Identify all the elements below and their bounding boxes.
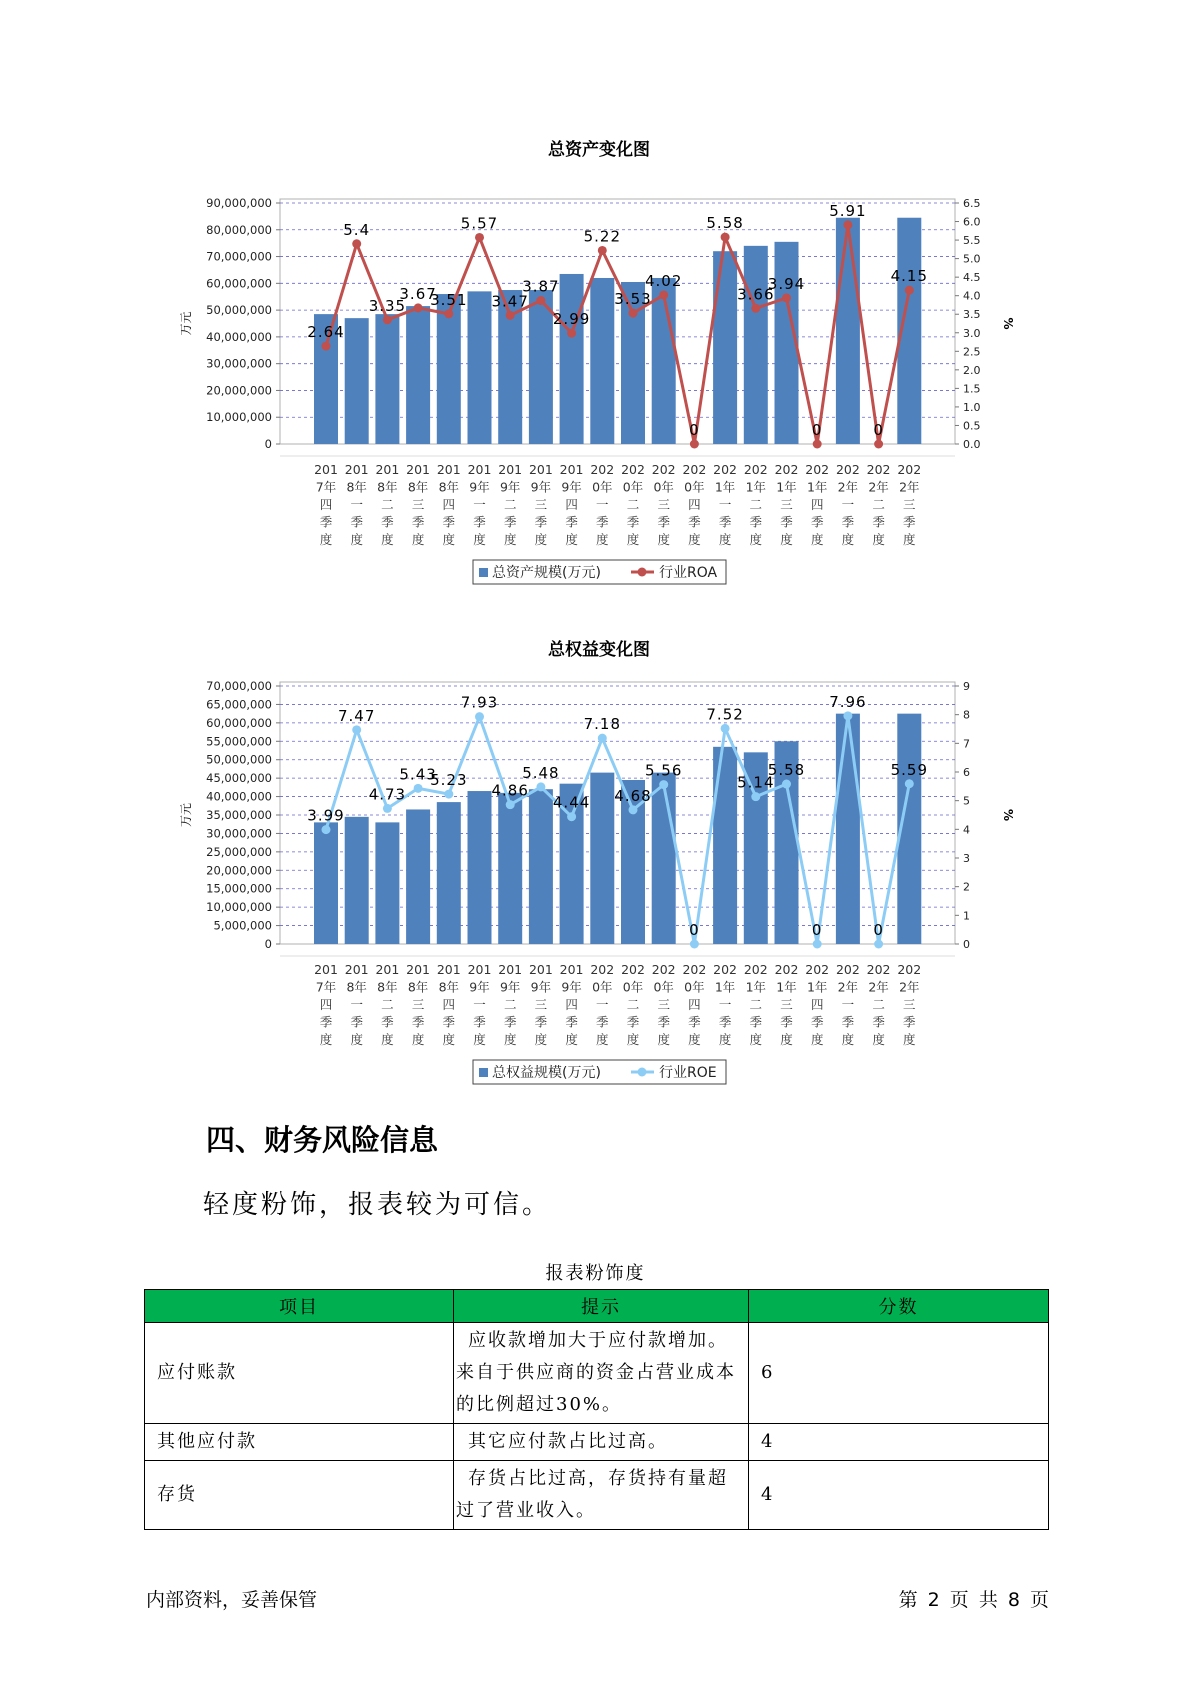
data-label: 0 <box>811 421 823 439</box>
bar <box>498 793 522 944</box>
data-label: 0 <box>873 421 884 439</box>
y-tick-label: 20,000,000 <box>206 383 272 398</box>
line-point <box>322 342 331 351</box>
x-tick-label: 201 8年二季度 <box>375 462 400 547</box>
data-label: 3.53 <box>614 290 652 309</box>
x-tick-label: 202 0年四季度 <box>682 462 707 547</box>
y-tick-label: 80,000,000 <box>206 222 272 237</box>
data-label: 5.91 <box>829 201 867 220</box>
legend-line-label: 行业ROA <box>659 565 718 581</box>
legend-line-dot <box>638 568 647 577</box>
data-label: 4.02 <box>644 271 683 290</box>
y-tick-label: 30,000,000 <box>206 826 272 841</box>
y-tick-label: 40,000,000 <box>206 789 272 804</box>
x-tick-label: 201 8年四季度 <box>436 462 461 547</box>
y2-tick-label: 8 <box>963 708 970 722</box>
y2-tick-label: 1.5 <box>963 382 981 396</box>
x-tick-label: 201 9年二季度 <box>498 962 523 1047</box>
data-label: 4.15 <box>890 267 929 286</box>
y2-tick-label: 6 <box>963 766 970 779</box>
row-score: 4 <box>749 1424 1049 1461</box>
data-label: 5.4 <box>343 220 371 239</box>
line-point <box>690 440 699 449</box>
x-tick-label: 202 1年四季度 <box>805 962 830 1047</box>
legend-line-dot <box>638 1068 647 1077</box>
y-tick-label: 70,000,000 <box>206 679 272 693</box>
data-label: 3.99 <box>307 806 345 825</box>
data-label: 7.52 <box>706 705 744 724</box>
bar <box>529 290 553 444</box>
total-equity-chart <box>0 630 1191 1100</box>
data-label: 5.14 <box>737 773 775 792</box>
row-hint: 存货占比过高，存货持有量超过了营业收入。 <box>454 1461 749 1530</box>
bar <box>713 747 737 944</box>
y2-tick-label: 6.0 <box>963 215 981 229</box>
y-tick-label: 40,000,000 <box>206 329 272 344</box>
x-tick-label: 202 1年一季度 <box>713 962 738 1047</box>
legend-bar-swatch <box>479 1068 488 1077</box>
data-label: 3.87 <box>522 277 560 296</box>
y2-tick-label: 5 <box>963 794 970 808</box>
section-heading: 四、财务风险信息 <box>206 1123 439 1157</box>
data-label: 0 <box>873 921 884 939</box>
y2-tick-label: 4.0 <box>963 289 981 303</box>
data-label: 3.94 <box>767 274 806 293</box>
x-tick-label: 201 8年四季度 <box>436 962 461 1047</box>
line-point <box>751 792 760 801</box>
bar <box>406 306 430 444</box>
line-point <box>567 329 576 338</box>
y2-tick-label: 2.5 <box>963 345 981 359</box>
y2-tick-label: 3.0 <box>963 326 981 340</box>
x-tick-label: 202 0年二季度 <box>621 462 645 547</box>
y2-tick-label: 3.5 <box>963 308 981 322</box>
x-tick-label: 202 0年一季度 <box>590 962 615 1047</box>
y-tick-label: 10,000,000 <box>206 410 272 425</box>
line-point <box>352 239 361 248</box>
line-point <box>444 790 453 799</box>
data-label: 7.47 <box>337 706 376 725</box>
x-tick-label: 202 2年三季度 <box>897 962 922 1047</box>
x-tick-label: 202 1年三季度 <box>774 462 799 547</box>
footer-confidential: 内部资料，妥善保管 <box>146 1589 318 1611</box>
line-point <box>843 711 852 720</box>
data-label: 0 <box>689 421 700 439</box>
line-point <box>475 712 484 721</box>
row-item: 其他应付款 <box>145 1424 454 1461</box>
y2-tick-label: 6.5 <box>963 197 981 210</box>
y2-tick-label: 0.0 <box>963 438 981 451</box>
line-point <box>567 812 576 821</box>
y-tick-label: 30,000,000 <box>206 356 272 371</box>
line-point <box>536 296 545 305</box>
data-label: 5.58 <box>767 761 806 780</box>
line-point <box>751 304 760 313</box>
y2-tick-label: 2.0 <box>963 363 981 377</box>
x-tick-label: 202 2年二季度 <box>866 962 891 1047</box>
y-tick-label: 0 <box>264 937 272 951</box>
line-point <box>475 233 484 242</box>
y2-tick-label: 5.5 <box>963 234 981 248</box>
bar <box>375 314 399 444</box>
x-tick-label: 202 0年四季度 <box>682 962 707 1047</box>
table-row <box>145 1424 1049 1461</box>
chart-title: 总资产变化图 <box>548 140 650 160</box>
data-label: 3.35 <box>368 296 407 315</box>
x-tick-label: 202 2年三季度 <box>897 462 922 547</box>
x-tick-label: 201 9年一季度 <box>467 462 492 547</box>
risk-table <box>144 1289 1049 1530</box>
line-point <box>536 782 545 791</box>
data-label: 0 <box>811 921 823 939</box>
x-tick-label: 201 8年三季度 <box>406 462 431 547</box>
x-tick-label: 202 2年二季度 <box>866 462 891 547</box>
bar <box>713 251 737 444</box>
legend-line-label: 行业ROE <box>659 1065 717 1081</box>
y-axis-title: 万元 <box>179 311 193 336</box>
line-point <box>843 220 852 229</box>
data-label: 7.93 <box>460 693 499 712</box>
header-score: 分数 <box>749 1290 1049 1323</box>
x-tick-label: 202 0年二季度 <box>621 962 645 1047</box>
row-score: 4 <box>749 1461 1049 1530</box>
data-label: 3.47 <box>491 292 529 311</box>
y2-tick-label: 0.5 <box>963 419 981 433</box>
header-hint: 提示 <box>454 1290 749 1323</box>
y2-tick-label: 2 <box>963 880 970 894</box>
y-tick-label: 0 <box>264 437 272 451</box>
x-tick-label: 201 9年四季度 <box>559 962 584 1047</box>
row-item: 应付账款 <box>145 1323 454 1424</box>
bar <box>437 802 461 944</box>
line-point <box>322 825 331 834</box>
line-point <box>782 293 791 302</box>
legend-bar-label: 总资产规模(万元) <box>492 565 601 581</box>
y-tick-label: 60,000,000 <box>206 715 272 730</box>
x-tick-label: 202 1年三季度 <box>774 962 799 1047</box>
x-tick-label: 202 1年二季度 <box>743 962 768 1047</box>
footer-page-number: 第 2 页 共 8 页 <box>898 1589 1049 1611</box>
y-tick-label: 70,000,000 <box>206 249 272 264</box>
x-tick-label: 201 7年四季度 <box>314 962 338 1047</box>
data-label: 5.22 <box>583 227 622 246</box>
line-point <box>383 315 392 324</box>
data-label: 5.56 <box>644 761 683 780</box>
line-point <box>659 290 668 299</box>
y2-tick-label: 9 <box>963 680 970 693</box>
legend-bar-label: 总权益规模(万元) <box>492 1065 601 1081</box>
bar <box>314 822 338 944</box>
table-row <box>145 1323 1049 1424</box>
x-tick-label: 201 8年一季度 <box>344 462 369 547</box>
y-tick-label: 5,000,000 <box>213 918 272 933</box>
data-label: 5.48 <box>522 763 560 782</box>
line-point <box>813 440 822 449</box>
x-tick-label: 202 2年一季度 <box>835 962 860 1047</box>
bar <box>345 318 369 444</box>
bar <box>590 278 614 444</box>
line-point <box>721 233 730 242</box>
line-point <box>690 940 699 949</box>
bar <box>590 773 614 944</box>
data-label: 4.68 <box>614 786 652 805</box>
line-point <box>506 311 515 320</box>
y-tick-label: 35,000,000 <box>206 808 272 822</box>
row-hint: 应收款增加大于应付款增加。来自于供应商的资金占营业成本的比例超过30%。 <box>454 1323 749 1424</box>
bar <box>652 278 676 444</box>
data-label: 2.64 <box>307 323 345 342</box>
x-tick-label: 202 0年三季度 <box>651 462 676 547</box>
line-point <box>598 246 607 255</box>
y2-tick-label: 0 <box>963 938 970 951</box>
line-point <box>629 805 638 814</box>
y2-axis-title: % <box>1001 808 1015 822</box>
line-point <box>414 303 423 312</box>
x-tick-label: 201 8年二季度 <box>375 962 400 1047</box>
x-tick-label: 202 0年三季度 <box>651 962 676 1047</box>
bar <box>468 291 492 444</box>
bar <box>652 773 676 944</box>
line-point <box>782 780 791 789</box>
data-label: 2.99 <box>552 310 591 329</box>
y-tick-label: 65,000,000 <box>206 697 272 712</box>
x-tick-label: 202 2年一季度 <box>835 462 860 547</box>
data-label: 0 <box>689 921 700 939</box>
line-point <box>444 309 453 318</box>
data-label: 4.86 <box>491 781 529 800</box>
table-header-row <box>145 1290 1049 1323</box>
line-point <box>721 724 730 733</box>
bar <box>836 218 860 444</box>
data-label: 5.23 <box>430 771 468 790</box>
y2-tick-label: 1.0 <box>963 400 981 414</box>
bar <box>744 246 768 444</box>
data-label: 4.73 <box>368 785 407 804</box>
y-axis-title: 万元 <box>179 802 193 828</box>
bar <box>345 817 369 944</box>
bar <box>375 822 399 944</box>
data-label: 3.66 <box>737 285 775 304</box>
data-label: 7.18 <box>583 715 622 734</box>
y2-tick-label: 7 <box>963 737 970 751</box>
y-tick-label: 55,000,000 <box>206 734 272 749</box>
line-point <box>383 804 392 813</box>
line-point <box>905 286 914 295</box>
chart-title: 总权益变化图 <box>548 640 650 660</box>
x-tick-label: 202 0年一季度 <box>590 462 615 547</box>
data-label: 5.58 <box>706 214 744 233</box>
line-point <box>874 440 883 449</box>
y2-tick-label: 4.5 <box>963 271 981 285</box>
row-hint: 其它应付款占比过高。 <box>454 1424 749 1461</box>
bar <box>406 809 430 944</box>
row-score: 6 <box>749 1323 1049 1424</box>
line-point <box>414 784 423 793</box>
bar <box>468 791 492 944</box>
x-tick-label: 201 9年四季度 <box>559 462 584 547</box>
line-point <box>506 800 515 809</box>
data-label: 5.57 <box>460 214 499 233</box>
x-tick-label: 201 8年三季度 <box>406 962 431 1047</box>
y-tick-label: 50,000,000 <box>206 752 272 767</box>
y-tick-label: 45,000,000 <box>206 771 272 786</box>
legend-bar-swatch <box>479 568 488 577</box>
line-point <box>352 725 361 734</box>
data-label: 4.44 <box>552 793 591 812</box>
line-point <box>813 940 822 949</box>
table-row <box>145 1461 1049 1530</box>
data-label: 7.96 <box>829 692 867 711</box>
x-tick-label: 202 1年一季度 <box>713 462 738 547</box>
bar <box>529 789 553 944</box>
line-point <box>629 309 638 318</box>
x-tick-label: 201 9年二季度 <box>498 462 523 547</box>
table-caption: 报表粉饰度 <box>545 1263 646 1284</box>
y-tick-label: 50,000,000 <box>206 303 272 318</box>
total-assets-chart <box>0 130 1191 600</box>
y-tick-label: 60,000,000 <box>206 276 272 291</box>
data-label: 3.67 <box>399 284 437 303</box>
line-point <box>874 940 883 949</box>
data-label: 5.43 <box>399 765 437 784</box>
bar <box>560 274 584 444</box>
y2-axis-title: % <box>1001 317 1015 330</box>
row-item: 存货 <box>145 1461 454 1530</box>
y-tick-label: 25,000,000 <box>206 844 272 859</box>
y-tick-label: 10,000,000 <box>206 900 272 915</box>
bar <box>836 714 860 944</box>
line-point <box>905 779 914 788</box>
line-point <box>659 780 668 789</box>
y2-tick-label: 1 <box>963 909 970 923</box>
y-tick-label: 20,000,000 <box>206 863 272 878</box>
header-item: 项目 <box>145 1290 454 1323</box>
x-tick-label: 201 9年三季度 <box>528 962 553 1047</box>
data-label: 3.51 <box>430 290 468 309</box>
x-tick-label: 201 9年三季度 <box>528 462 553 547</box>
line-point <box>598 734 607 743</box>
x-tick-label: 201 7年四季度 <box>314 462 338 547</box>
section-intro: 轻度粉饰，报表较为可信。 <box>203 1190 552 1220</box>
x-tick-label: 202 1年二季度 <box>743 462 768 547</box>
y-tick-label: 15,000,000 <box>206 881 272 896</box>
y2-tick-label: 5.0 <box>963 252 981 266</box>
y2-tick-label: 4 <box>963 823 970 837</box>
data-label: 5.59 <box>890 760 929 779</box>
x-tick-label: 201 9年一季度 <box>467 962 492 1047</box>
y2-tick-label: 3 <box>963 852 970 865</box>
x-tick-label: 202 1年四季度 <box>805 462 830 547</box>
y-tick-label: 90,000,000 <box>206 196 272 210</box>
x-tick-label: 201 8年一季度 <box>344 962 369 1047</box>
